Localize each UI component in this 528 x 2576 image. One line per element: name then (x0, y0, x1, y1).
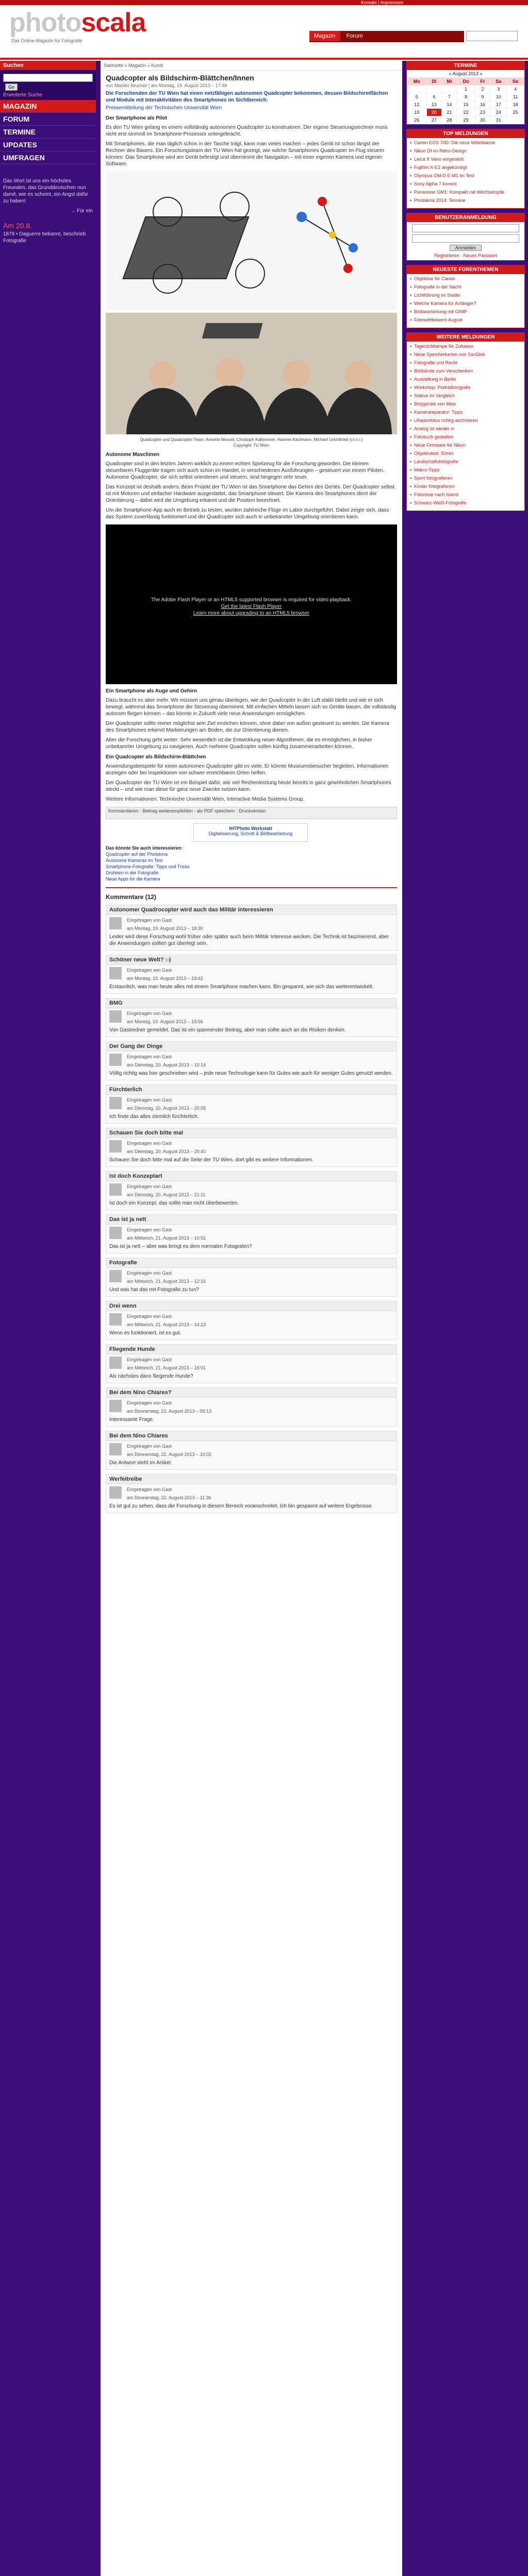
calendar-day[interactable]: 21 (442, 109, 457, 116)
news-item[interactable]: ▪ Makro-Tipps (410, 467, 521, 473)
top-news-item[interactable]: ▪ Photokina 2014: Termine (410, 198, 521, 204)
related-item[interactable]: Smartphone-Fotografie: Tipps und Tricks (106, 864, 190, 869)
header (0, 0, 528, 61)
photo-copyright: Copyright: TU Wien (233, 443, 270, 448)
forum-topic-item[interactable]: ▪ Welche Kamera für Anfänger? (410, 301, 521, 307)
comment-author: Eingetragen von Gast (127, 1314, 172, 1319)
news-item[interactable]: ▪ Fotografie und Recht (410, 360, 521, 366)
sidebar-search-input[interactable] (3, 74, 93, 82)
password-input[interactable] (412, 234, 519, 243)
comment-author: Eingetragen von Gast (127, 1227, 172, 1232)
username-input[interactable] (412, 224, 519, 232)
avatar (109, 1140, 122, 1153)
calendar-month[interactable]: « August 2013 » (449, 71, 483, 76)
news-box (406, 332, 525, 511)
comment-body: Wenn es funktioniert, ist es gut. (109, 1330, 182, 1336)
news-item[interactable]: ▪ Tageslichtlampe für Zuhause (410, 344, 521, 349)
comment-body: Das ist ja nett – aber was bringt es dem normalen Fotografen? (109, 1244, 252, 1249)
calendar-day (426, 86, 442, 93)
comment-author: Eingetragen von Gast (127, 1141, 172, 1146)
calendar-day[interactable]: 25 (507, 109, 524, 116)
calendar-day[interactable]: 14 (442, 101, 457, 109)
main-nav (0, 100, 96, 164)
comment-title[interactable]: Schöner neue Welt? :-) (106, 955, 397, 965)
share-bar[interactable]: Kommentieren · Beitrag weiterempfehlen · als PDF speichern · Druckversion (106, 807, 397, 819)
related-list (106, 845, 397, 882)
calendar-day[interactable]: 10 (490, 93, 507, 101)
calendar-day[interactable]: 18 (507, 101, 524, 109)
search-box (0, 70, 96, 100)
article-title: Quadcopter als Bildschirm-Blättchen/Innen (106, 74, 254, 82)
comment-title[interactable]: Der Gang der Dinge (106, 1042, 397, 1052)
calendar-day[interactable]: 12 (407, 101, 427, 109)
ad-box[interactable] (193, 823, 308, 842)
nav-magazin[interactable]: Magazin (309, 31, 340, 41)
avatar (109, 1357, 122, 1369)
top-news-item[interactable]: ▪ Olympus OM-D E-M1 im Test (410, 173, 521, 179)
paragraph: Mit Smartphones, die man täglich schon in der Tasche trägt, kann man vieles machen – jedes Gerät ist schon längst der Rechner des Bauers. Ein Forschungsteam der TU Wien hat gezeigt, wie solche Smartphones Quadcopter im Flug steuern können: Das Smartphone wird am Gerät befestigt und übernimmt die Navigation – mit einer eigenen Kamera und eigener Software. (106, 141, 385, 167)
comment-date: am Donnerstag, 22. August 2013 – 09:13 (127, 1409, 212, 1414)
top-links[interactable]: Kontakt | Impressum (361, 0, 404, 5)
breadcrumb[interactable]: Startseite » Magazin » Kunst (101, 61, 402, 71)
comment-date: am Montag, 19. August 2013 – 19:42 (127, 976, 203, 981)
forum-topic-item[interactable]: ▪ Fotografie in der Nacht (410, 284, 521, 290)
calendar-day-header: Di (426, 78, 442, 86)
advanced-search-link[interactable]: Erweiterte Suche (3, 92, 43, 98)
news-item[interactable]: ▪ Fotoreise nach Island (410, 492, 521, 498)
comment-title[interactable]: BMG (106, 998, 397, 1008)
comment-author: Eingetragen von Gast (127, 1054, 172, 1059)
nav-forum[interactable]: Forum (346, 33, 363, 39)
comment-author: Eingetragen von Gast (127, 1097, 172, 1103)
comment-body: Von Gastredner gemeldet. Das ist ein spannender Beitrag, aber man sollte auch an die Risiken denken. (109, 1027, 346, 1033)
paragraph: Anwendungsbeispiele für einen autonomen Quadcopter gibt es viele. Er könnte Museumsbesucher begleiten, Informationen anzeigen oder bei Inspektionen von schwer erreichbaren Orten helfen. (106, 764, 389, 776)
paragraph: Aber die Forschung geht weiter: Sehr wesentlich ist die Entwicklung neuer Algorithmen, die es ermöglichen, in bisher unbekannter Umgebung zu navigieren. Auch mehrere Quadcopter sollen künftig zusammenarbeiten können. (106, 737, 372, 750)
site-logo[interactable]: photoscala (9, 8, 146, 38)
comments-list (101, 905, 402, 1513)
comment-author: Eingetragen von Gast (127, 1270, 172, 1276)
calendar-day[interactable]: 9 (475, 93, 490, 101)
forum-topic-item[interactable]: ▪ Objektive für Canon (410, 276, 521, 282)
avatar (109, 917, 122, 929)
comment-title[interactable]: Werfeitreibe (106, 1475, 397, 1484)
comments-title: Kommentare (12) (106, 893, 157, 901)
news-item[interactable]: ▪ Kamerareparatur: Tipps (410, 410, 521, 415)
comment (106, 1084, 397, 1124)
news-item[interactable]: ▪ Schwarz-Weiß-Fotografie (410, 500, 521, 506)
news-item[interactable]: ▪ Fotobuch gestalten (410, 434, 521, 440)
comment-author: Eingetragen von Gast (127, 1400, 172, 1405)
calendar-day[interactable]: 11 (507, 93, 524, 101)
comment-body: Die Antwort steht im Artikel. (109, 1460, 172, 1466)
comment (106, 1474, 397, 1513)
avatar (109, 967, 122, 979)
top-news-item[interactable]: ▪ Canon EOS 70D: Die neue Mittelklasse (410, 140, 521, 146)
calendar-day[interactable]: 3 (490, 86, 507, 93)
top-news-item[interactable]: ▪ Nikon Df im Retro-Design (410, 148, 521, 154)
news-title: WEITERE MELDUNGEN (407, 333, 524, 342)
calendar-day[interactable]: 23 (475, 109, 490, 116)
termine-title: TERMINE (407, 61, 524, 70)
news-item[interactable]: ▪ Bildbände zum Verschenken (410, 368, 521, 374)
calendar-day (442, 86, 457, 93)
calendar-day[interactable]: 6 (426, 93, 442, 101)
right-sidebar (406, 61, 525, 515)
html5-link[interactable]: Learn more about upgrading to an HTML5 browser (193, 611, 310, 616)
paragraph: Der Quadcopter der TU Wien ist ein Beispiel dafür, wie viel Rechenleistung heute bereits in ganz gewöhnlichen Smartphones steckt – und wie man diese für ganz neue Zwecke nutzen kann. (106, 780, 391, 792)
forum-topic-item[interactable]: ▪ Lichtführung im Studio (410, 293, 521, 298)
calendar-day[interactable]: 2 (475, 86, 490, 93)
comment (106, 1041, 397, 1080)
calendar-day[interactable]: 22 (457, 109, 475, 116)
calendar-day[interactable]: 4 (507, 86, 524, 93)
comment-author: Eingetragen von Gast (127, 1184, 172, 1189)
news-item[interactable]: ▪ Workshop: Porträtfotografie (410, 385, 521, 391)
comment-author: Eingetragen von Gast (127, 918, 172, 923)
paragraph: Weitere Informationen: Technische Universität Wien, Interactive Media Systems Group. (106, 796, 305, 802)
nav-item-magazin[interactable]: MAGAZIN (0, 100, 96, 113)
calendar-day-header: So (507, 78, 524, 86)
calendar-day[interactable]: 1 (457, 86, 475, 93)
comment-date: am Donnerstag, 22. August 2013 – 11:36 (127, 1495, 211, 1500)
header-top-bar (0, 0, 528, 5)
article-meta: von Marlies Brunner | am Montag, 19. August 2013 – 17:46 (106, 83, 227, 88)
calendar-day[interactable]: 19 (407, 109, 427, 116)
top-news-item[interactable]: ▪ Sony Alpha 7 kommt (410, 181, 521, 187)
left-sidebar (0, 61, 96, 247)
forum-title: NEUESTE FORENTHEMEN (407, 265, 524, 274)
top-news-box (406, 129, 525, 209)
comment-date: am Montag, 19. August 2013 – 18:30 (127, 926, 203, 931)
flash-link[interactable]: Get the latest Flash Player (221, 604, 282, 609)
comment-body: Als nächstes dann fliegende Hunde? (109, 1374, 193, 1379)
comment-date: am Dienstag, 20. August 2013 – 10:14 (127, 1062, 206, 1067)
comment (106, 955, 397, 994)
comment (106, 1258, 397, 1297)
comment (106, 1387, 397, 1427)
news-item[interactable]: ▪ Kinder fotografieren (410, 484, 521, 489)
news-item[interactable]: ▪ Analog ist wieder in (410, 426, 521, 432)
video-player[interactable] (106, 524, 397, 684)
avatar (109, 1270, 122, 1282)
forum-topic-item[interactable]: ▪ Fotowettbewerb August (410, 317, 521, 323)
news-item[interactable]: ▪ Urlaubsfotos richtig archivieren (410, 418, 521, 423)
calendar-day[interactable]: 27 (426, 116, 442, 124)
nav-item-forum[interactable]: FORUM (0, 113, 96, 126)
comment-body: Erstaunlich, was man heute alles mit einem Smartphone machen kann. Bin gespannt, wie sich das weiterentwickelt. (109, 984, 374, 990)
main-content (101, 61, 402, 2576)
ad-text: Digitalisierung, Schnitt & Bildbearbeitung (208, 831, 293, 836)
avatar (109, 1183, 122, 1196)
calendar-day-header: Sa (490, 78, 507, 86)
comment-title[interactable]: Bei dem Nino Chiares? (106, 1388, 397, 1398)
tagline: Das Online-Magazin für Fotografie (11, 38, 82, 43)
subheading-2: Autonome Maschinen (106, 452, 159, 457)
nav-item-updates[interactable]: UPDATES (0, 139, 96, 151)
calendar-day-header: Mi (442, 78, 457, 86)
comment-date: am Mittwoch, 21. August 2013 – 12:16 (127, 1279, 206, 1284)
comment-date: am Donnerstag, 22. August 2013 – 10:02 (127, 1452, 212, 1457)
comment-title[interactable]: Bei dem Nino Chiares (106, 1431, 397, 1441)
promo-more-link[interactable]: → Für ein (70, 208, 93, 214)
paragraph: Es den TU Wien gelang es einem vollständig autonomen Quadcopter zu konstruieren. Der eigene Steuerungsrechner muss nicht erst sinnvoll im Smartphone-Prozessor untergebracht. (106, 125, 388, 137)
comment (106, 1128, 397, 1167)
calendar-day[interactable]: 26 (407, 116, 427, 124)
header-divider (0, 58, 528, 60)
calendar-day[interactable]: 7 (442, 93, 457, 101)
video-message: The Adobe Flash Player or an HTML5 supported browser is required for video playback. (151, 597, 352, 603)
calendar-day (507, 116, 524, 124)
comment (106, 1301, 397, 1340)
calendar-day[interactable]: 16 (475, 101, 490, 109)
avatar (109, 1010, 122, 1023)
top-news-item[interactable]: ▪ Panasonic GM1: Kompakt mit Wechseloptik (410, 190, 521, 195)
avatar (109, 1097, 122, 1109)
comment-title[interactable]: Schauen Sie doch bitte mal (106, 1128, 397, 1138)
calendar-day-header: Mo (407, 78, 427, 86)
calendar-day[interactable]: 13 (426, 101, 442, 109)
paragraph: Der Quadcopter sollte immer möglichst sein Ziel erreichen können, ohne dabei von außen gesteuert zu werden. Die Kamera des Smartphones erkennt Markierungen am Boden, die zur Orientierung dienen. (106, 721, 389, 733)
comment-title[interactable]: Das ist ja nett (106, 1215, 397, 1225)
related-item[interactable]: Drohnen in der Fotografie (106, 870, 159, 875)
news-item[interactable]: ▪ Ausstellung in Berlin (410, 377, 521, 382)
calendar-day[interactable]: 8 (457, 93, 475, 101)
news-item[interactable]: ▪ Objektivtest: 50mm (410, 451, 521, 456)
forum-box (406, 265, 525, 328)
paragraph: Das Konzept ist deshalb anders: Beim Projekt der TU Wien ist das Smartphone das Gehirn des Geräts. Der Quadcopter selbst ist mit Motoren und einfacher Hardware ausgestattet, das Smartphone steuert. Die Kamera des Smartphones dient der Orientierung – dabei wird die Umgebung erkannt und die Position berechnet. (106, 484, 395, 503)
paragraph: Um die Smartphone-App auch im Betrieb zu testen, wurden zahlreiche Flüge im Labor durchgeführt. Dabei zeigte sich, dass das System zuverlässig funktioniert und der Quadcopter sich auch in unbekannter Umgebung orientieren kann. (106, 507, 389, 520)
comment-author: Eingetragen von Gast (127, 1011, 172, 1016)
comment-date: am Dienstag, 20. August 2013 – 20:40 (127, 1149, 206, 1154)
calendar-day-header: Fr (475, 78, 490, 86)
quadcopter-photo (106, 171, 397, 310)
comment-body: Völlig richtig was hier geschrieben wird – jede neue Technologie kann für Gutes wie auch für weniger Gutes genutzt werden. (109, 1071, 393, 1076)
calendar-day[interactable]: 17 (490, 101, 507, 109)
search-button[interactable]: Go (5, 83, 18, 91)
comment-title[interactable]: Fliegende Hunde (106, 1345, 397, 1354)
avatar (109, 1443, 122, 1455)
nav-item-umfragen[interactable]: UMFRAGEN (0, 151, 96, 164)
comment-body: Ist doch ein Konzept, das sollte man nicht überbewerten. (109, 1200, 239, 1206)
avatar (109, 1313, 122, 1326)
photo-caption: Quadcopter und Quadcopter-Team: Annette Mossel, Christoph Kaltenriner, Hannes Kaufmann, Michael Leichtfried (v.l.n.r.) (140, 437, 363, 442)
news-item[interactable]: ▪ Landschaftsfotografie (410, 459, 521, 465)
avatar (109, 1486, 122, 1499)
news-item[interactable]: ▪ Blitzgeräte von Metz (410, 401, 521, 407)
comment (106, 1431, 397, 1470)
press-release-link[interactable]: Pressemitteilung der Technischen Universität Wien (106, 105, 222, 111)
comment-author: Eingetragen von Gast (127, 1444, 172, 1449)
comment-date: am Dienstag, 20. August 2013 – 21:11 (127, 1192, 206, 1197)
news-item[interactable]: ▪ Neue Speicherkarten von SanDisk (410, 352, 521, 358)
paragraph: Dazu braucht es aber mehr. Wir müssen uns genau überlegen, wie der Quadcopter in der Luft stabil bleibt und wie er sich bewegt, während das Smartphone die Steuerung übernimmt. Mit einfachen Mitteln lassen sich so Geräte bauen, die vollständig autonom fliegen können – das könnte in Zukunft viele neue Anwendungen ermöglichen. (106, 698, 397, 717)
comment (106, 1171, 397, 1210)
news-item[interactable]: ▪ Sport fotografieren (410, 476, 521, 481)
avatar (109, 1054, 122, 1066)
top-news-item[interactable]: ▪ Leica X Vario vorgestellt (410, 157, 521, 162)
comment-date: am Dienstag, 20. August 2013 – 20:05 (127, 1106, 206, 1111)
comment-body: Schauen Sie doch bitte mal auf die Seite der TU Wien, dort gibt es weitere Informationen. (109, 1157, 314, 1163)
login-button[interactable]: Anmelden (450, 245, 482, 251)
calendar-day[interactable]: 28 (442, 116, 457, 124)
nav-item-termine[interactable]: TERMINE (0, 126, 96, 139)
comment (106, 1214, 397, 1253)
related-item[interactable]: Quadcopter auf der Photokina (106, 852, 168, 857)
promo-text: Das Wort ist uns ein höchstes Freunden, das Grunddeutschen nun damit, wie es scheint, ein Angst dafür zu haben! (3, 178, 89, 204)
related-item[interactable]: Autonome Kameras im Test (106, 858, 163, 863)
comment-author: Eingetragen von Gast (127, 1487, 172, 1492)
comment-body: Leider wird diese Forschung wohl früher oder später auch beim Militär Interesse wecken. Die Technik ist faszinierend, aber die Anwendungen sollten gut überlegt sein. (109, 934, 389, 946)
login-title: BENUTZERANMELDUNG (407, 213, 524, 222)
subheading-4: Ein Quadcopter als Bildschirm-Blättchen (106, 754, 206, 760)
calendar-day[interactable]: 30 (475, 116, 490, 124)
news-item[interactable]: ▪ Neue Firmware für Nikon (410, 443, 521, 448)
top-title: TOP MELDUNGEN (407, 129, 524, 138)
related-item[interactable]: Neue Apps für die Kamera (106, 876, 160, 882)
top-news-item[interactable]: ▪ Fujifilm X-E2 angekündigt (410, 165, 521, 171)
comment-date: am Montag, 19. August 2013 – 19:56 (127, 1019, 203, 1024)
calendar-day-header: Do (457, 78, 475, 86)
comment-body: Es ist gut zu sehen, dass die Forschung in diesem Bereich voranschreitet. Ich bin gespannt auf weitere Ergebnisse. (109, 1503, 373, 1509)
calendar-day[interactable]: 31 (490, 116, 507, 124)
paragraph: Quadcopter sind in den letzten Jahren wirklich zu einem echten Spielzeug für die Forschung geworden. Die kleinen steuerbaren Fluggeräte tragen sich auch schon im Handel, in verschiedenen Ausführungen – gesteuert von einem Piloten. Autonome Quadcopter, die sich selbst orientieren und steuern, sind hingegen sehr teuer. (106, 461, 385, 480)
comment-body: Ich finde das alles ziemlich fürchterlich. (109, 1114, 199, 1120)
comment-date: am Mittwoch, 21. August 2013 – 14:23 (127, 1322, 206, 1327)
comment-title[interactable]: Fotografie (106, 1258, 397, 1268)
header-search-input[interactable] (466, 31, 518, 41)
forum-topic-item[interactable]: ▪ Bildbearbeitung mit GIMP (410, 309, 521, 315)
top-nav (309, 31, 464, 42)
calendar-day[interactable]: 15 (457, 101, 475, 109)
comment-title[interactable]: Fürchterlich (106, 1085, 397, 1095)
comment-date: am Mittwoch, 21. August 2013 – 10:51 (127, 1235, 206, 1241)
divider (106, 887, 397, 888)
comment-title[interactable]: Autonomer Quadrocopter wird auch das Militär interessieren (106, 905, 397, 915)
date-title: Am 20.8. (3, 222, 32, 230)
calendar (407, 77, 524, 124)
register-link[interactable]: Registrieren · Neues Passwort (434, 253, 498, 258)
article-lead: Die Forschenden der TU Wien hat einen netzfähigen autonomen Quadcopter bekommen, dessen Bildschirmflächen und Module mit Interaktivitäten des Smartphones im Sichtbereich: (106, 91, 388, 103)
comment (106, 1344, 397, 1383)
comment (106, 905, 397, 951)
related-title: Das könnte Sie auch interessieren: (106, 845, 183, 851)
comment-date: am Mittwoch, 21. August 2013 – 16:01 (127, 1365, 206, 1370)
calendar-day[interactable]: 5 (407, 93, 427, 101)
comment-author: Eingetragen von Gast (127, 968, 172, 973)
calendar-day[interactable]: 24 (490, 109, 507, 116)
comment (106, 998, 397, 1037)
news-item[interactable]: ▪ Stative im Vergleich (410, 393, 521, 399)
subheading-1: Der Smartphone als Pilot (106, 115, 167, 121)
login-box (406, 213, 525, 261)
team-photo (106, 313, 397, 434)
date-text: 1879 • Daguerre bekannt, beschrieb Fotografie (3, 231, 86, 244)
comment-title[interactable]: Ist doch Konzeptart (106, 1172, 397, 1181)
calendar-day[interactable]: 29 (457, 116, 475, 124)
comment-body: Interessante Frage. (109, 1417, 154, 1422)
comment-title[interactable]: Drei wenn (106, 1301, 397, 1311)
comment-author: Eingetragen von Gast (127, 1357, 172, 1362)
calendar-box (406, 61, 525, 125)
avatar (109, 1227, 122, 1239)
calendar-day[interactable]: 20 (426, 109, 442, 116)
avatar (109, 1400, 122, 1412)
comment-body: Und was hat das mit Fotografie zu tun? (109, 1287, 199, 1293)
search-title: Suchen (0, 61, 96, 70)
ad-title: IHTPhoto Werkstatt (229, 826, 272, 831)
calendar-day (407, 86, 427, 93)
subheading-3: Ein Smartphone als Auge und Gehirn (106, 688, 197, 694)
